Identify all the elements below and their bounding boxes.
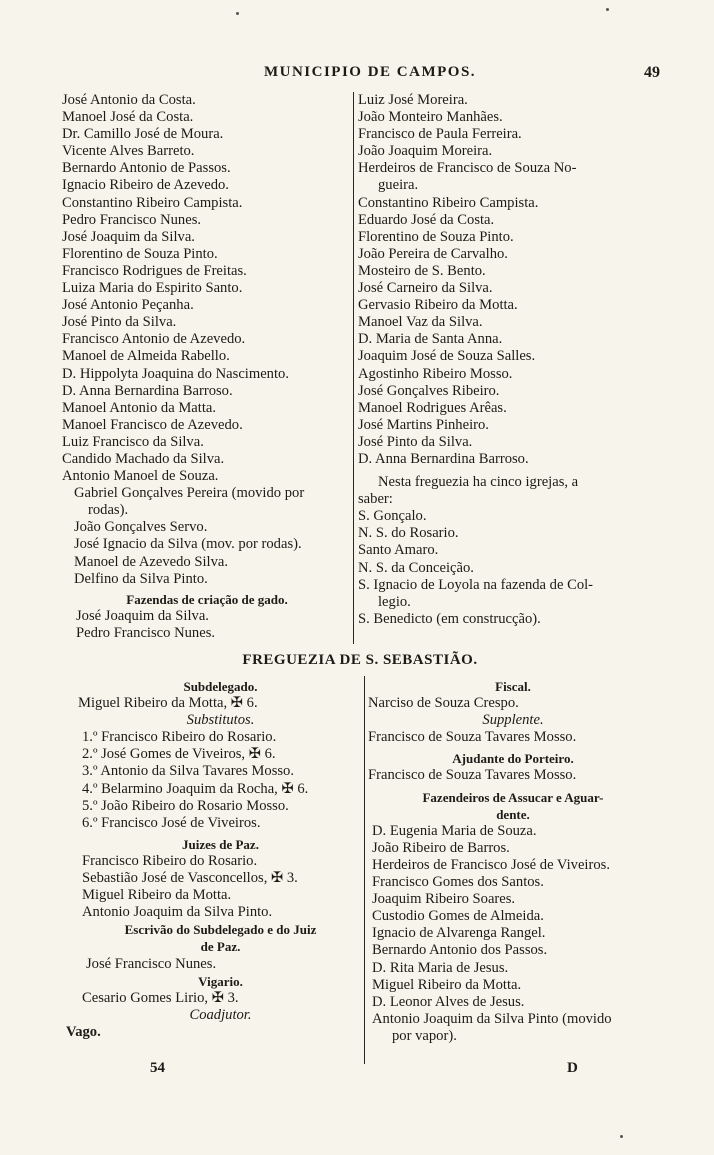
top-right-column: [358, 92, 658, 628]
list-item: Ignacio de Alvarenga Rangel.: [372, 925, 546, 942]
list-item: 1.º Francisco Ribeiro do Rosario.: [82, 729, 277, 746]
church-item-continuation: legio.: [378, 593, 411, 610]
list-item: Vicente Alves Barreto.: [62, 143, 195, 160]
list-item: Manoel Vaz da Silva.: [358, 314, 483, 331]
list-item: José Martins Pinheiro.: [358, 416, 489, 433]
list-item: Manoel Francisco de Azevedo.: [62, 416, 243, 433]
signature-mark-left: 54: [150, 1060, 165, 1076]
list-item: João Ribeiro de Barros.: [372, 839, 510, 856]
list-item: José Pinto da Silva.: [358, 433, 473, 450]
list-item: Miguel Ribeiro da Motta, ✠ 6.: [78, 695, 258, 712]
list-item: Luiz Francisco da Silva.: [62, 433, 204, 450]
list-item: 3.º Antonio da Silva Tavares Mosso.: [82, 763, 294, 780]
list-item: D. Hippolyta Joaquina do Nascimento.: [62, 365, 289, 382]
list-item: João Pereira de Carvalho.: [358, 245, 508, 262]
list-item: 5.º João Ribeiro do Rosario Mosso.: [82, 797, 289, 814]
section-heading: Fazendas de criação de gado.: [126, 591, 288, 607]
list-item: Herdeiros de Francisco de Souza No-: [358, 160, 577, 177]
substitutos-heading: Substitutos.: [186, 712, 255, 729]
supplente-heading: Supplente.: [482, 712, 544, 729]
list-item: José Ignacio da Silva (mov. por rodas).: [74, 536, 302, 553]
list-item: José Joaquim da Silva.: [76, 607, 209, 624]
list-item: Bernardo Antonio dos Passos.: [372, 942, 548, 959]
list-item: Custodio Gomes de Almeida.: [372, 908, 544, 925]
header-title: MUNICIPIO DE CAMPOS.: [263, 64, 477, 80]
list-item: José Pinto da Silva.: [62, 314, 177, 331]
list-item: Cesario Gomes Lirio, ✠ 3.: [82, 989, 239, 1006]
list-item: D. Maria de Santa Anna.: [358, 331, 503, 348]
list-item: Sebastião José de Vasconcellos, ✠ 3.: [82, 870, 298, 887]
list-item: Manoel Antonio da Matta.: [62, 399, 217, 416]
list-item: Miguel Ribeiro da Motta.: [372, 976, 522, 993]
list-item: José Joaquim da Silva.: [62, 228, 195, 245]
church-item: S. Benedicto (em construcção).: [358, 610, 541, 627]
column-divider: [353, 92, 354, 644]
fiscal-heading: Fiscal.: [495, 679, 531, 694]
list-item: Francisco Rodrigues de Freitas.: [62, 262, 247, 279]
list-item: Antonio Joaquim da Silva Pinto.: [82, 904, 273, 921]
list-item: Luiz José Moreira.: [358, 92, 468, 108]
list-item: Manoel Rodrigues Arêas.: [358, 399, 507, 416]
list-item: José Antonio da Costa.: [62, 92, 196, 108]
list-item: Pedro Francisco Nunes.: [62, 211, 202, 228]
church-item: S. Gonçalo.: [358, 508, 427, 525]
ink-speck: [236, 12, 239, 15]
list-item: Francisco Gomes dos Santos.: [372, 874, 544, 891]
list-item: Florentino de Souza Pinto.: [62, 245, 218, 262]
column-divider: [364, 676, 365, 1064]
list-item: Manoel José da Costa.: [62, 109, 194, 126]
list-item: Dr. Camillo José de Moura.: [62, 126, 224, 143]
list-item: João Gonçalves Servo.: [74, 519, 208, 536]
list-item: José Francisco Nunes.: [86, 955, 217, 972]
list-item: Antonio Joaquim da Silva Pinto (movido: [372, 1010, 612, 1027]
list-item: Francisco de Souza Tavares Mosso.: [368, 729, 577, 746]
church-item: N. S. da Conceição.: [358, 559, 474, 576]
fazendeiros-heading-cont: dente.: [496, 806, 530, 822]
list-item: D. Anna Bernardina Barroso.: [358, 450, 529, 467]
list-item: Narciso de Souza Crespo.: [368, 695, 519, 712]
bottom-right-column: [368, 678, 658, 1045]
list-item: Delfino da Silva Pinto.: [74, 570, 208, 587]
top-left-column: [62, 92, 352, 642]
list-item: Joaquim Ribeiro Soares.: [372, 891, 516, 908]
list-item: José Carneiro da Silva.: [358, 280, 493, 297]
list-item: Joaquim José de Souza Salles.: [358, 348, 536, 365]
list-item: Constantino Ribeiro Campista.: [62, 194, 243, 211]
subdelegado-heading: Subdelegado.: [183, 679, 258, 694]
list-item: José Antonio Peçanha.: [62, 297, 194, 314]
list-item-continuation: gueira.: [378, 177, 419, 194]
paragraph: saber:: [358, 491, 393, 508]
church-item: Santo Amaro.: [358, 542, 439, 559]
juizes-heading: Juizes de Paz.: [182, 836, 259, 852]
list-item: Gabriel Gonçalves Pereira (movido por: [74, 485, 305, 502]
list-item: Candido Machado da Silva.: [62, 450, 225, 467]
fazendeiros-heading: Fazendeiros de Assucar e Aguar-: [422, 789, 604, 805]
list-item: Antonio Manoel de Souza.: [62, 468, 219, 485]
list-item: D. Rita Maria de Jesus.: [372, 959, 509, 976]
bottom-left-column: [66, 678, 363, 1041]
vigario-heading: Vigario.: [198, 973, 243, 989]
list-item: D. Leonor Alves de Jesus.: [372, 993, 525, 1010]
list-item: 4.º Belarmino Joaquim da Rocha, ✠ 6.: [82, 780, 309, 797]
list-item: Mosteiro de S. Bento.: [358, 262, 486, 279]
list-item: 2.º José Gomes de Viveiros, ✠ 6.: [82, 746, 276, 763]
list-item: Ignacio Ribeiro de Azevedo.: [62, 177, 229, 194]
list-item: Pedro Francisco Nunes.: [76, 624, 216, 641]
escrivao-heading: Escrivão do Subdelegado e do Juiz: [124, 922, 317, 938]
list-item: Francisco Ribeiro do Rosario.: [82, 852, 258, 869]
list-item: Constantino Ribeiro Campista.: [358, 194, 539, 211]
coadjutor-value: Vago.: [66, 1023, 101, 1040]
paragraph: Nesta freguezia ha cinco igrejas, a: [378, 474, 579, 491]
list-item: Eduardo José da Costa.: [358, 211, 495, 228]
list-item: Francisco Antonio de Azevedo.: [62, 331, 246, 348]
ajudante-heading: Ajudante do Porteiro.: [452, 751, 574, 767]
list-item: José Gonçalves Ribeiro.: [358, 382, 500, 399]
list-item: Francisco de Paula Ferreira.: [358, 126, 522, 143]
signature-mark-right: D: [567, 1060, 578, 1076]
list-item: Agostinho Ribeiro Mosso.: [358, 365, 513, 382]
escrivao-heading-cont: de Paz.: [200, 939, 241, 955]
coadjutor-heading: Coadjutor.: [189, 1006, 252, 1023]
list-item-continuation: por vapor).: [392, 1027, 457, 1044]
list-item-continuation: rodas).: [88, 502, 129, 519]
list-item: Gervasio Ribeiro da Motta.: [358, 297, 518, 314]
section-title: FREGUEZIA DE S. SEBASTIÃO.: [242, 652, 478, 668]
page-number: 49: [644, 64, 660, 81]
list-item: D. Anna Bernardina Barroso.: [62, 382, 233, 399]
ink-speck: [620, 1135, 623, 1138]
list-item: Manoel de Almeida Rabello.: [62, 348, 230, 365]
list-item: Herdeiros de Francisco José de Viveiros.: [372, 856, 610, 873]
list-item: 6.º Francisco José de Viveiros.: [82, 814, 261, 831]
church-item: S. Ignacio de Loyola na fazenda de Col-: [358, 576, 594, 593]
list-item: Florentino de Souza Pinto.: [358, 228, 514, 245]
ink-speck: [606, 8, 609, 11]
list-item: João Monteiro Manhães.: [358, 109, 503, 126]
list-item: Francisco de Souza Tavares Mosso.: [368, 767, 577, 784]
list-item: João Joaquim Moreira.: [358, 143, 493, 160]
running-header: [60, 64, 660, 86]
list-item: Miguel Ribeiro da Motta.: [82, 887, 232, 904]
list-item: Luiza Maria do Espirito Santo.: [62, 280, 243, 297]
list-item: Manoel de Azevedo Silva.: [74, 553, 229, 570]
church-item: N. S. do Rosario.: [358, 525, 459, 542]
list-item: Bernardo Antonio de Passos.: [62, 160, 231, 177]
list-item: D. Eugenia Maria de Souza.: [372, 822, 537, 839]
